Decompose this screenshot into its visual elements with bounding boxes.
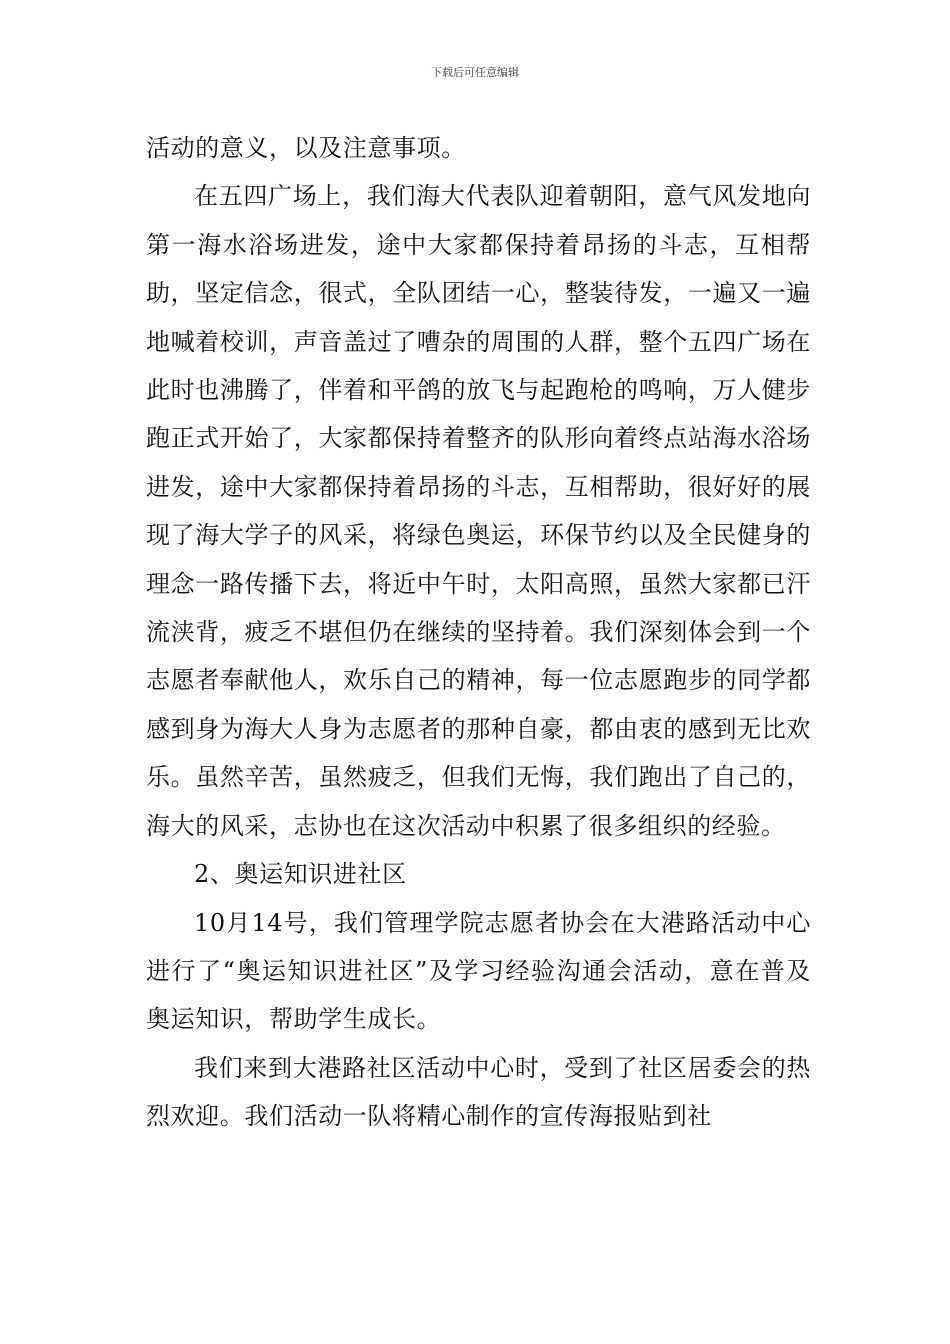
document-body bbox=[146, 124, 811, 1141]
paragraph-wusi-square: 在五四广场上，我们海大代表队迎着朝阳，意气风发地向第一海水浴场进发，途中大家都保持着昂扬的斗志，互相帮助，坚定信念，很式，全队团结一心，整装待发，一遍又一遍地喊着校训，声音盖过了嘈杂的周围的人群，整个五四广场在此时也沸腾了，伴着和平鸽的放飞与起跑枪的鸣响，万人健步跑正式开始了，大家都保持着整齐的队形向着终点站海水浴场进发，途中大家都保持着昂扬的斗志，互相帮助，很好好的展现了海大学子的风采，将绿色奥运，环保节约以及全民健身的理念一路传播下去，将近中午时，太阳高照，虽然大家都已汗流浃背，疲乏不堪但仍在继续的坚持着。我们深刻体会到一个志愿者奉献他人，欢乐自己的精神，每一位志愿跑步的同学都感到身为海大人身为志愿者的那种自豪，都由衷的感到无比欢乐。虽然辛苦，虽然疲乏，但我们无悔，我们跑出了自己的，海大的风采，志协也在这次活动中积累了很多组织的经验。 bbox=[146, 182, 811, 840]
paragraph-community-center: 我们来到大港路社区活动中心时，受到了社区居委会的热烈欢迎。我们活动一队将精心制作的宣传海报贴到社 bbox=[146, 1053, 811, 1131]
paragraph-continuation: 活动的意义，以及注意事项。 bbox=[146, 134, 466, 162]
section-heading-olympic-knowledge: 2、奥运知识进社区 bbox=[194, 860, 407, 889]
page-header: 下载后可任意编辑 bbox=[431, 66, 519, 79]
paragraph-october-14: 10月14号，我们管理学院志愿者协会在大港路活动中心进行了“奥运知识进社区”及学习经验沟通会活动，意在普及奥运知识，帮助学生成长。 bbox=[146, 908, 811, 1034]
